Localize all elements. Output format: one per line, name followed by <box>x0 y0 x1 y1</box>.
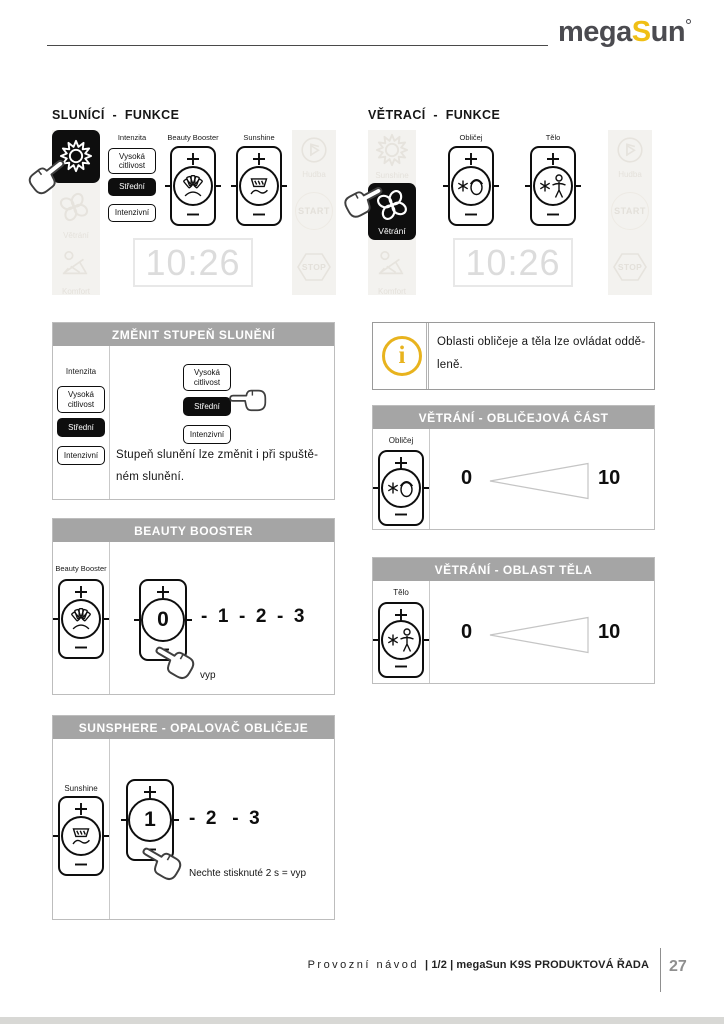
section-divider <box>109 346 110 499</box>
music-label: Hudba <box>618 170 642 179</box>
vent-scale-wedge-icon <box>488 461 590 501</box>
page-bottom-edge <box>0 1017 724 1024</box>
vent-functions-heading: VĚTRACÍ - FUNKCE <box>368 108 501 122</box>
vent-scale-wedge-icon <box>488 615 590 655</box>
face-vent-control <box>378 450 424 526</box>
logo-s: S <box>631 16 651 48</box>
info-box <box>372 322 655 390</box>
body-vent-icon <box>537 170 569 202</box>
vent-min-value: 0 <box>461 467 473 489</box>
body-label: Tělo <box>393 588 409 597</box>
sunsphere-lamp-icon <box>244 171 274 201</box>
sunshine-label: Sunshine <box>243 133 275 142</box>
section-divider <box>429 429 430 529</box>
music-icon <box>616 136 644 164</box>
control-notch <box>185 619 192 621</box>
footer-manual-label: Provozní návod <box>307 959 419 971</box>
time-display: 10:26 <box>453 238 573 287</box>
note-line2: ném slunění. <box>116 471 185 483</box>
hold-off-hint: Nechte stisknuté 2 s = vyp <box>189 868 307 879</box>
comfort-label: Komfort <box>377 287 406 296</box>
sun-functions-heading: SLUNÍCÍ - FUNKCE <box>52 108 180 122</box>
music-icon <box>300 136 328 164</box>
start-button: START <box>295 192 333 230</box>
sunshine-label: Sunshine <box>64 784 98 793</box>
sunsphere-value: 1 <box>128 798 172 842</box>
section-title: VĚTRÁNÍ - OBLIČEJOVÁ ČÁST <box>373 406 654 429</box>
logo-mega: mega <box>558 16 632 48</box>
section-divider <box>109 542 110 694</box>
info-divider <box>426 323 429 389</box>
minus-icon <box>393 511 409 518</box>
vent-panel-right-sidebar <box>608 130 652 295</box>
vent-body-section <box>372 557 655 684</box>
control-notch <box>172 819 179 821</box>
face-label: Obličej <box>388 436 414 445</box>
sun-icon <box>375 133 409 167</box>
control-notch <box>134 619 141 621</box>
control-notch <box>525 185 532 187</box>
level-medium-button: Střední <box>183 397 231 416</box>
control-notch <box>121 819 128 821</box>
intensity-label: Intenzita <box>117 133 147 142</box>
plus-icon <box>185 151 201 167</box>
sunsphere-lamp-icon <box>66 821 96 851</box>
beauty-booster-label: Beauty Booster <box>167 133 219 142</box>
ventilation-label: Větrání <box>63 231 89 240</box>
control-notch <box>422 639 429 641</box>
change-sun-level-section <box>52 322 335 500</box>
control-notch <box>165 185 172 187</box>
beauty-booster-icon <box>178 171 208 201</box>
vent-max-value: 10 <box>598 467 621 489</box>
music-label: Hudba <box>302 170 326 179</box>
plus-icon <box>73 584 89 600</box>
level-intensive-button: Intenzivní <box>108 204 156 222</box>
sunsphere-section <box>52 715 335 920</box>
body-vent-icon <box>385 624 417 656</box>
lounger-icon <box>60 249 90 279</box>
control-notch <box>373 487 380 489</box>
intensity-label: Intenzita <box>65 367 97 376</box>
off-label: vyp <box>200 670 216 681</box>
face-vent-control <box>448 146 494 226</box>
control-notch <box>231 185 238 187</box>
minus-icon <box>545 211 561 218</box>
control-notch <box>102 618 109 620</box>
stop-label: STOP <box>617 262 643 272</box>
logo-un: un <box>650 16 686 48</box>
control-notch <box>280 185 287 187</box>
face-label: Obličej <box>459 133 483 142</box>
vent-max-value: 10 <box>598 621 621 643</box>
registered-mark-icon <box>686 19 691 24</box>
body-label: Tělo <box>545 133 561 142</box>
sunshine-label: Sunshine <box>375 171 409 180</box>
beauty-booster-control <box>58 579 104 659</box>
comfort-label: Komfort <box>61 287 90 296</box>
minus-icon <box>185 211 201 218</box>
level-high-sensitivity-button: Vysoká citlivost <box>108 148 156 174</box>
section-title: BEAUTY BOOSTER <box>53 519 334 542</box>
control-notch <box>422 487 429 489</box>
stop-button <box>612 252 648 282</box>
info-icon: i <box>382 336 422 376</box>
control-notch <box>492 185 499 187</box>
control-notch <box>53 618 60 620</box>
vent-min-value: 0 <box>461 621 473 643</box>
plus-icon <box>251 151 267 167</box>
plus-icon <box>545 151 561 167</box>
info-line2: leně. <box>437 359 463 371</box>
vent-face-section <box>372 405 655 530</box>
minus-icon <box>251 211 267 218</box>
sun-panel-right-sidebar <box>292 130 336 295</box>
stop-button <box>296 252 332 282</box>
minus-icon <box>73 861 89 868</box>
beauty-booster-scale: - 1 - 2 - 3 <box>201 606 305 627</box>
footer-product-label: | 1/2 | megaSun K9S PRODUKTOVÁ ŘADA <box>425 959 649 971</box>
level-high-sensitivity-button: Vysoká citlivost <box>57 386 105 413</box>
level-medium-button: Střední <box>108 178 156 196</box>
plus-icon <box>73 801 89 817</box>
fan-icon <box>58 191 90 223</box>
beauty-booster-section <box>52 518 335 695</box>
level-high-sensitivity-button: Vysoká citlivost <box>183 364 231 391</box>
hand-pointer-icon <box>227 386 269 416</box>
face-vent-icon <box>455 170 487 202</box>
beauty-booster-value: 0 <box>141 598 185 642</box>
control-notch <box>373 639 380 641</box>
footer-divider <box>660 948 661 992</box>
minus-icon <box>73 644 89 651</box>
info-line1: Oblasti obličeje a těla lze ovládat oddě- <box>437 336 646 348</box>
footer <box>308 959 649 971</box>
control-notch <box>443 185 450 187</box>
sunsphere-scale: - 2 - 3 <box>189 808 260 829</box>
time-display: 10:26 <box>133 238 253 287</box>
section-divider <box>429 581 430 683</box>
lounger-icon <box>376 249 406 279</box>
body-vent-control <box>530 146 576 226</box>
ventilation-label: Větrání <box>378 226 406 236</box>
sunshine-control <box>236 146 282 226</box>
start-button: START <box>611 192 649 230</box>
control-notch <box>53 835 60 837</box>
megasun-logo <box>558 16 691 49</box>
level-medium-button: Střední <box>57 418 105 437</box>
beauty-booster-control <box>170 146 216 226</box>
plus-icon <box>463 151 479 167</box>
minus-icon <box>393 663 409 670</box>
section-title: ZMĚNIT STUPEŇ SLUNĚNÍ <box>53 323 334 346</box>
note-line1: Stupeň slunění lze změnit i při spuště- <box>116 449 319 461</box>
face-vent-icon <box>385 472 417 504</box>
body-vent-control <box>378 602 424 678</box>
sunshine-control <box>58 796 104 876</box>
beauty-booster-icon <box>66 604 96 634</box>
control-notch <box>214 185 221 187</box>
level-intensive-button: Intenzivní <box>183 425 231 444</box>
stop-label: STOP <box>301 262 327 272</box>
header-rule <box>47 45 548 46</box>
level-intensive-button: Intenzivní <box>57 446 105 465</box>
section-divider <box>109 739 110 919</box>
section-title: VĚTRÁNÍ - OBLAST TĚLA <box>373 558 654 581</box>
section-title: SUNSPHERE - OPALOVAČ OBLIČEJE <box>53 716 334 739</box>
beauty-booster-label: Beauty Booster <box>55 564 107 573</box>
control-notch <box>574 185 581 187</box>
page-number: 27 <box>669 958 687 975</box>
minus-icon <box>463 211 479 218</box>
control-notch <box>102 835 109 837</box>
